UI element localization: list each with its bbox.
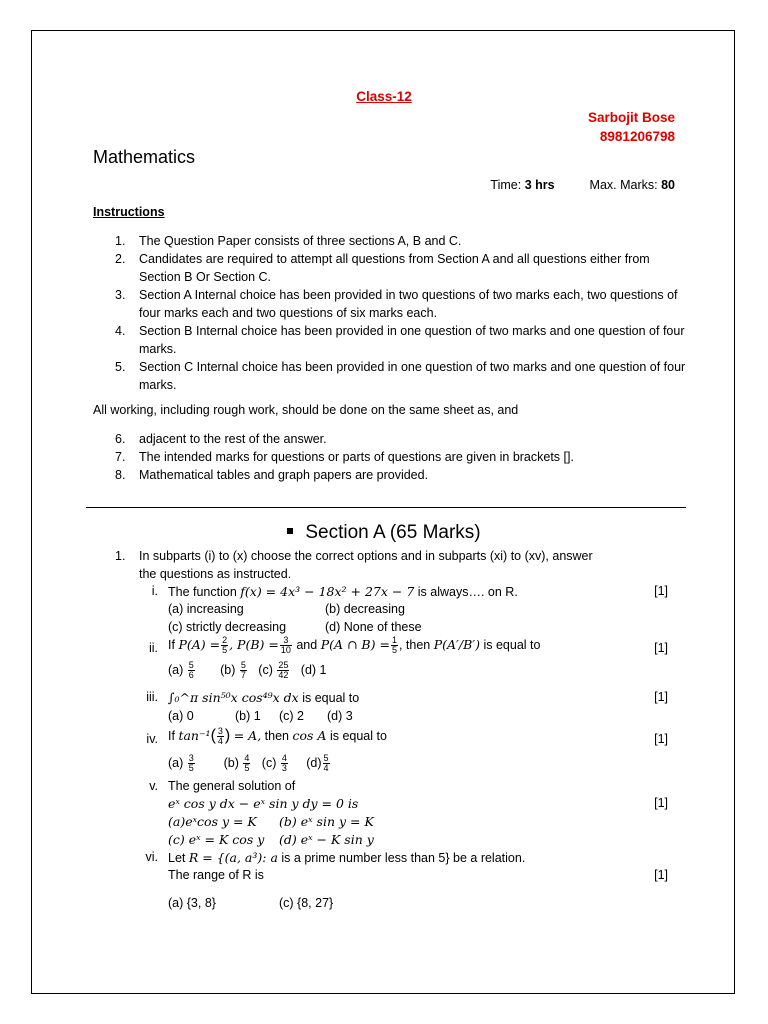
class-label: Class-12 xyxy=(356,89,412,104)
part-i-question: The function f(x) = 4x³ − 18x² + 27x − 7 is always…. on R. xyxy=(168,584,518,599)
question-1-number: 1. xyxy=(115,549,126,563)
list-item: 2. Candidates are required to attempt all questions from Section A and all questions either from Section B Or Section C. xyxy=(115,252,650,284)
exam-meta xyxy=(490,178,675,192)
subject-title: Mathematics xyxy=(93,147,196,167)
author-phone: 8981206798 xyxy=(599,129,675,144)
section-divider xyxy=(86,507,686,508)
marks-label: Max. Marks: xyxy=(589,178,658,192)
section-a-title: Section A (65 Marks) xyxy=(0,522,768,544)
part-iii-option-b: (b) 1 xyxy=(235,709,261,723)
part-iii-option-c: (c) 2 xyxy=(279,709,304,723)
part-v-option-b: (b) eˣ sin y = K xyxy=(279,814,374,829)
part-iii-question: ∫₀^π sin⁵⁰x cos⁴⁹x dx is equal to xyxy=(168,690,360,705)
part-iii-label: iii. xyxy=(146,690,158,704)
part-vi-label: vi. xyxy=(145,850,158,864)
marks-value: 80 xyxy=(661,178,675,192)
part-iii-mark: [1] xyxy=(654,690,668,704)
list-item: 6. adjacent to the rest of the answer. xyxy=(115,432,327,446)
instructions-list xyxy=(93,232,693,394)
part-iv-question: If tan⁻¹( $\frac{3}{4}$ ) = A, then cos A is equal to xyxy=(168,726,387,747)
part-i-option-b: (b) decreasing xyxy=(325,602,405,616)
part-vi-question: Let R = {(a, a³): a is a prime number less than 5} be a relation. xyxy=(168,850,526,865)
part-i-option-c: (c) strictly decreasing xyxy=(168,620,287,634)
part-ii-options: (a) $\frac{5}{6}$ (b) $\frac{5}{7}$ (c) $\frac{25}{42}$ (d) 1 xyxy=(168,660,327,680)
list-item: 1. The Question Paper consists of three sections A, B and C. xyxy=(115,234,462,248)
part-iv-label: iv. xyxy=(146,732,158,746)
author-block xyxy=(588,108,675,146)
instructions-list-continued xyxy=(93,430,693,484)
part-v-label: v. xyxy=(149,779,158,793)
part-i-option-a: (a) increasing xyxy=(168,602,244,616)
instructions-heading: Instructions xyxy=(93,205,165,219)
part-vi-line2: The range of R is xyxy=(168,868,264,882)
part-iii-option-a: (a) 0 xyxy=(168,709,194,723)
part-i-option-d: (d) None of these xyxy=(325,620,422,634)
part-vi-option-c: (c) {8, 27} xyxy=(279,896,334,910)
part-ii-mark: [1] xyxy=(654,641,668,655)
list-item: 4. Section B Internal choice has been provided in one question of two marks and one question of four marks. xyxy=(115,324,685,356)
part-v-line1: The general solution of xyxy=(168,779,296,793)
list-item: 8. Mathematical tables and graph papers are provided. xyxy=(115,468,429,482)
question-1-line1: In subparts (i) to (x) choose the correct options and in subparts (xi) to (xv), answer xyxy=(139,549,593,563)
time-value: 3 hrs xyxy=(524,178,555,192)
bullet-icon xyxy=(287,528,293,534)
part-iii-option-d: (d) 3 xyxy=(327,709,353,723)
working-note: All working, including rough work, should be done on the same sheet as, and xyxy=(93,403,519,417)
part-v-equation: eˣ cos y dx − eˣ sin y dy = 0 is xyxy=(168,796,359,811)
list-item: 5. Section C Internal choice has been provided in one question of two marks and one question of four marks. xyxy=(115,360,686,392)
author-name: Sarbojit Bose xyxy=(587,110,675,125)
question-1-line2: the questions as instructed. xyxy=(139,567,292,581)
part-v-option-d: (d) eˣ − K sin y xyxy=(279,832,374,847)
part-v-option-a: (a)eˣcos y = K xyxy=(168,814,257,829)
part-ii-question: If P(A) = $\frac{2}{5}$ , P(B) = $\frac{3}{10}$ and P(A ∩ B) = $\frac{1}{5}$ , then P(A′/B′) is equal to xyxy=(168,635,541,655)
part-i-label: i. xyxy=(151,584,158,598)
time-label: Time: xyxy=(490,178,522,192)
part-v-mark: [1] xyxy=(654,796,668,810)
part-vi-option-a: (a) {3, 8} xyxy=(168,896,216,910)
part-iv-options: (a) $\frac{3}{5}$ (b) $\frac{4}{5}$ (c) $\frac{4}{3}$ (d) $\frac{5}{4}$ xyxy=(168,753,329,773)
list-item: 3. Section A Internal choice has been provided in two questions of two marks each, two questions of four marks each and two questions of six marks each. xyxy=(115,288,678,320)
part-ii-label: ii. xyxy=(148,641,158,655)
part-i-mark: [1] xyxy=(654,584,668,598)
list-item: 7. The intended marks for questions or parts of questions are given in brackets []. xyxy=(115,450,574,464)
part-v-option-c: (c) eˣ = K cos y xyxy=(168,832,265,847)
part-iv-mark: [1] xyxy=(654,732,668,746)
part-vi-mark: [1] xyxy=(654,868,668,882)
